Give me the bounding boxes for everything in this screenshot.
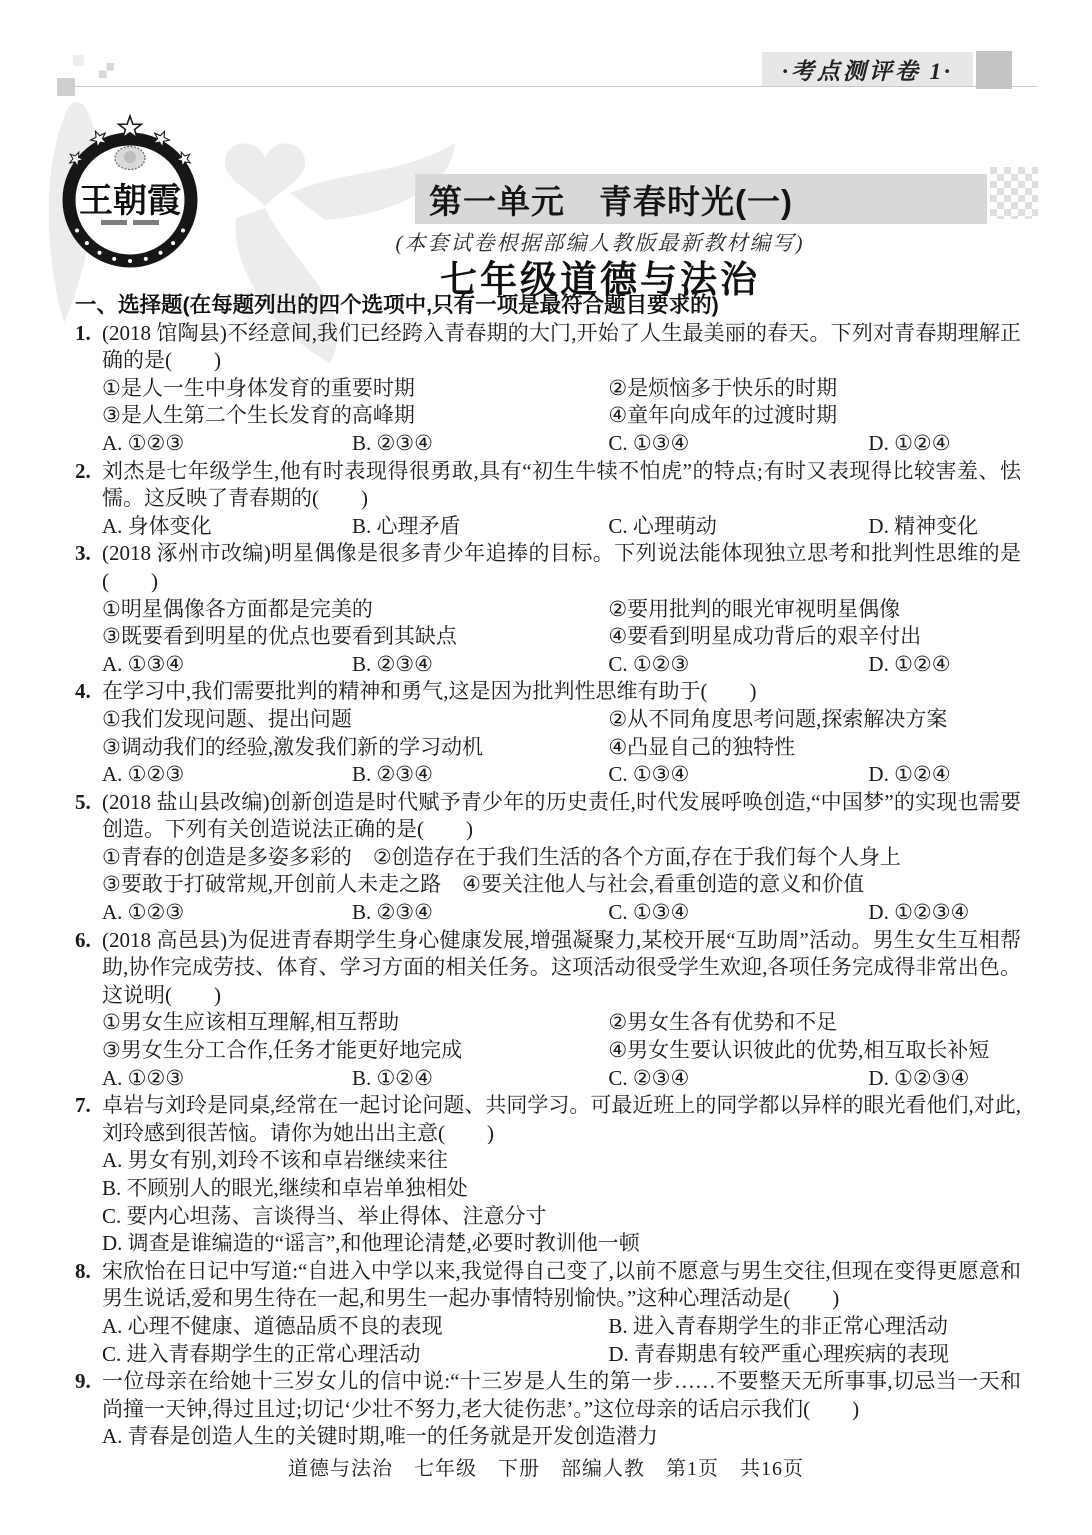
choice: C. ①②③ [608, 651, 690, 676]
checker-decoration [990, 167, 1038, 219]
question-1-choices [102, 430, 1021, 458]
statement: ①我们发现问题、提出问题 [102, 706, 352, 731]
question-3 [75, 540, 1021, 678]
question-6-number: 6. [75, 927, 91, 952]
choice: B. ①②④ [351, 1065, 433, 1090]
corner-square-checker [99, 63, 114, 78]
question-6-choices [102, 1065, 1021, 1093]
statement: ③既要看到明星的优点也要看到其缺点 [102, 624, 457, 649]
publisher-logo [45, 110, 215, 290]
choice: A. 男女有别,刘玲不该和卓岩继续来往 [102, 1148, 448, 1173]
question-2-number: 2. [75, 458, 91, 483]
section-heading: 一、选择题(在每题列出的四个选项中,只有一项是最符合题目要求的) [75, 293, 719, 317]
choice: C. ①③④ [608, 762, 690, 787]
question-8 [75, 1258, 1021, 1368]
choice: B. ②③④ [351, 651, 433, 676]
question-area [75, 292, 1021, 1451]
logo-slogan-bar [133, 220, 159, 225]
exam-badge-label: ·考点测评卷 1· [782, 58, 953, 84]
statement: ③是人生第二个生长发育的高峰期 [102, 403, 415, 428]
logo-brand-text: 王朝霞 [79, 183, 181, 220]
question-7 [75, 1092, 1021, 1258]
corner-square-small [73, 55, 84, 66]
choice: C. 要内心坦荡、言谈得当、举止得体、注意分寸 [102, 1203, 547, 1228]
question-8-number: 8. [75, 1258, 91, 1283]
choice: C. ②③④ [608, 1065, 690, 1090]
choice: A. ①②③ [102, 1065, 185, 1090]
choice: D. ①②③④ [868, 1065, 970, 1090]
question-3-stem: (2018 涿州市改编)明星偶像是很多青少年追捧的目标。下列说法能体现独立思考和批判性思维的是( ) [102, 541, 1021, 593]
choice: D. ①②④ [868, 651, 951, 676]
question-7-stem: 卓岩与刘玲是同桌,经常在一起讨论问题、共同学习。可最近班上的同学都以异样的眼光看他们,对此,刘玲感到很苦恼。请你为她出出主意( ) [102, 1093, 1021, 1145]
statement: ①明星偶像各方面都是完美的 [102, 596, 373, 621]
statement: ④要看到明星成功背后的艰辛付出 [608, 624, 922, 649]
statement: ①是人一生中身体发育的重要时期 [102, 375, 415, 400]
question-7-number: 7. [75, 1093, 91, 1118]
question-4-statements [102, 706, 1021, 761]
statement: ③男女生分工合作,任务才能更好地完成 [102, 1038, 463, 1063]
question-1-statements [102, 375, 1021, 430]
header-divider [75, 86, 1037, 87]
choice: B. 不顾别人的眼光,继续和卓岩单独相处 [102, 1176, 468, 1200]
choice: A. ①②③ [102, 900, 185, 925]
choice: A. 身体变化 [102, 513, 212, 538]
choice: A. ①③④ [102, 651, 185, 676]
page-footer: 道德与法治 七年级 下册 部编人教 第1页 共16页 [288, 1458, 804, 1480]
question-3-statements [102, 596, 1021, 651]
choice: D. ①②④ [868, 762, 951, 787]
unit-title: 第一单元 青春时光(一) [429, 182, 793, 220]
question-1-number: 1. [75, 320, 91, 345]
question-6-statements [102, 1009, 1021, 1064]
choice: B. ②③④ [351, 762, 433, 787]
badge-decoration-square [976, 51, 1012, 89]
exam-badge [762, 52, 973, 86]
question-1-stem: (2018 馆陶县)不经意间,我们已经跨入青春期的大门,开始了人生最美丽的春天。下列对青春期理解正确的是( ) [102, 320, 1021, 373]
question-3-number: 3. [75, 541, 91, 566]
question-5-choices [102, 899, 1021, 927]
question-9-number: 9. [75, 1369, 91, 1394]
question-9-stem: 一位母亲在给她十三岁女儿的信中说:“十三岁是人生的第一步……不要整天无所事事,切忌当一天和尚撞一天钟,得过且过;切记‘少壮不努力,老大徒伤悲’。”这位母亲的话启示我们( ) [102, 1369, 1021, 1421]
question-6-stem: (2018 高邑县)为促进青春期学生身心健康发展,增强凝聚力,某校开展“互助周”活动。男生女生互相帮助,协作完成劳技、体育、学习方面的相关任务。这项活动很受学生欢迎,各项任务完成得非常出色。这说明( ) [102, 927, 1021, 1007]
question-9 [75, 1368, 1021, 1451]
choice: A. 心理不健康、道德品质不良的表现 [102, 1313, 443, 1338]
question-1 [75, 320, 1021, 458]
statement: ③调动我们的经验,激发我们新的学习动机 [102, 734, 484, 759]
question-4-stem: 在学习中,我们需要批判的精神和勇气,这是因为批判性思维有助于( ) [102, 679, 757, 704]
statement: ②是烦恼多于快乐的时期 [608, 375, 838, 400]
choice: A. ①②③ [102, 430, 185, 455]
question-5-stem: (2018 盐山县改编)创新创造是时代赋予青少年的历史责任,时代发展呼唤创造,“中国梦”的实现也需要创造。下列有关创造说法正确的是( ) [102, 789, 1021, 842]
statement: ②要用批判的眼光审视明星偶像 [608, 596, 901, 621]
corner-square-gray [57, 78, 75, 96]
statement: ①男女生应该相互理解,相互帮助 [102, 1010, 400, 1035]
question-2 [75, 458, 1021, 541]
question-2-choices [102, 513, 1021, 541]
choice: C. ①③④ [608, 900, 690, 925]
choice: C. 心理萌动 [608, 513, 717, 538]
question-4-choices [102, 761, 1021, 789]
choice: D. 调查是谁编造的“谣言”,和他理论清楚,必要时教训他一顿 [102, 1231, 640, 1256]
edition-note: (本套试卷根据部编人教版最新教材编写) [395, 231, 805, 255]
question-8-choices [102, 1313, 1021, 1368]
unit-title-banner [415, 174, 987, 224]
choice: B. 进入青春期学生的非正常心理活动 [608, 1313, 948, 1338]
question-2-stem: 刘杰是七年级学生,他有时表现得很勇敢,具有“初生牛犊不怕虎”的特点;有时又表现得比较害羞、怯懦。这反映了青春期的( ) [102, 458, 1021, 511]
question-3-choices [102, 651, 1021, 679]
statement: ①青春的创造是多姿多彩的 ②创造存在于我们生活的各个方面,存在于我们每个人身上 [102, 844, 901, 869]
statement: ②男女生各有优势和不足 [608, 1010, 838, 1035]
statement: ②从不同角度思考问题,探索解决方案 [608, 706, 948, 731]
choice: C. ①③④ [608, 430, 690, 455]
choice: B. ②③④ [351, 900, 433, 925]
question-5-number: 5. [75, 789, 91, 814]
logo-slogan-bar [101, 220, 127, 225]
statement: ④童年向成年的过渡时期 [608, 403, 838, 428]
question-4-number: 4. [75, 679, 91, 704]
question-6 [75, 927, 1021, 1093]
question-5 [75, 789, 1021, 927]
choice: A. 青春是创造人生的关键时期,唯一的任务就是开发创造潜力 [102, 1424, 658, 1449]
choice: B. ②③④ [351, 430, 433, 455]
question-4 [75, 678, 1021, 788]
statement: ④凸显自己的独特性 [608, 734, 796, 759]
choice: D. ①②③④ [868, 900, 970, 925]
statement: ③要敢于打破常规,开创前人未走之路 ④要关注他人与社会,看重创造的意义和价值 [102, 872, 865, 897]
statement: ④男女生要认识彼此的优势,相互取长补短 [608, 1038, 990, 1063]
choice: A. ①②③ [102, 762, 185, 787]
choice: B. 心理矛盾 [351, 513, 461, 538]
choice: D. 精神变化 [868, 513, 979, 538]
choice: C. 进入青春期学生的正常心理活动 [102, 1341, 421, 1366]
choice: D. 青春期患有较严重心理疾病的表现 [608, 1341, 950, 1366]
subject-title: 七年级道德与法治 [440, 259, 760, 300]
question-8-stem: 宋欣怡在日记中写道:“自进入中学以来,我觉得自己变了,以前不愿意与男生交往,但现在变得更愿意和男生说话,爱和男生待在一起,和男生一起办事情特别愉快。”这种心理活动是( ) [102, 1258, 1021, 1311]
choice: D. ①②④ [868, 430, 951, 455]
